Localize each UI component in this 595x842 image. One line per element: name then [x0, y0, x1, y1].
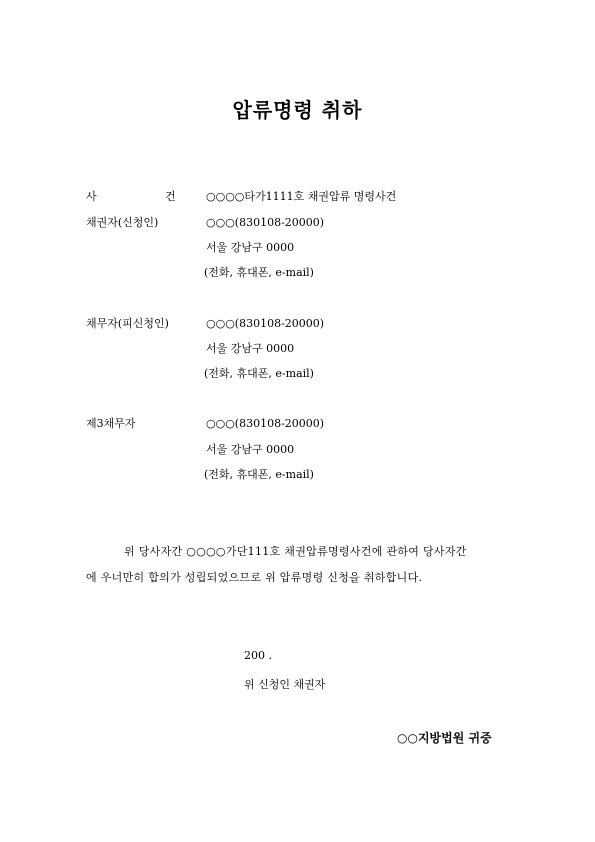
case-label-right: 건	[165, 190, 176, 203]
signer-line: 위 신청인 채권자	[244, 678, 326, 691]
debtor-address: 서울 강남구 0000	[206, 342, 295, 355]
third-debtor-label: 제3채무자	[86, 417, 136, 430]
court-addressee: ○○지방법원 귀중	[397, 731, 492, 745]
debtor-label: 채무자(피신청인)	[86, 317, 169, 330]
date-line: 200 .	[244, 649, 272, 662]
third-debtor-name: ○○○(830108-20000)	[206, 417, 325, 430]
creditor-name: ○○○(830108-20000)	[206, 216, 325, 229]
case-label-left: 사	[86, 190, 97, 203]
debtor-contact: (전화, 휴대폰, e-mail)	[204, 367, 314, 380]
third-debtor-address: 서울 강남구 0000	[206, 443, 295, 456]
body-line-1: 위 당사자간 ○○○○가단111호 채권압류명령사건에 관하여 당사자간	[124, 545, 467, 558]
document-title: 압류명령 취하	[232, 98, 363, 122]
creditor-address: 서울 강남구 0000	[206, 241, 295, 254]
case-value: ○○○○타가1111호 채권압류 명령사건	[206, 190, 397, 203]
debtor-name: ○○○(830108-20000)	[206, 317, 325, 330]
third-debtor-contact: (전화, 휴대폰, e-mail)	[204, 468, 314, 481]
creditor-label: 채권자(신청인)	[86, 216, 159, 229]
creditor-contact: (전화, 휴대폰, e-mail)	[204, 266, 314, 279]
body-line-2: 에 우너만히 합의가 성립되었으므로 위 압류명령 신청을 취하합니다.	[86, 571, 423, 584]
